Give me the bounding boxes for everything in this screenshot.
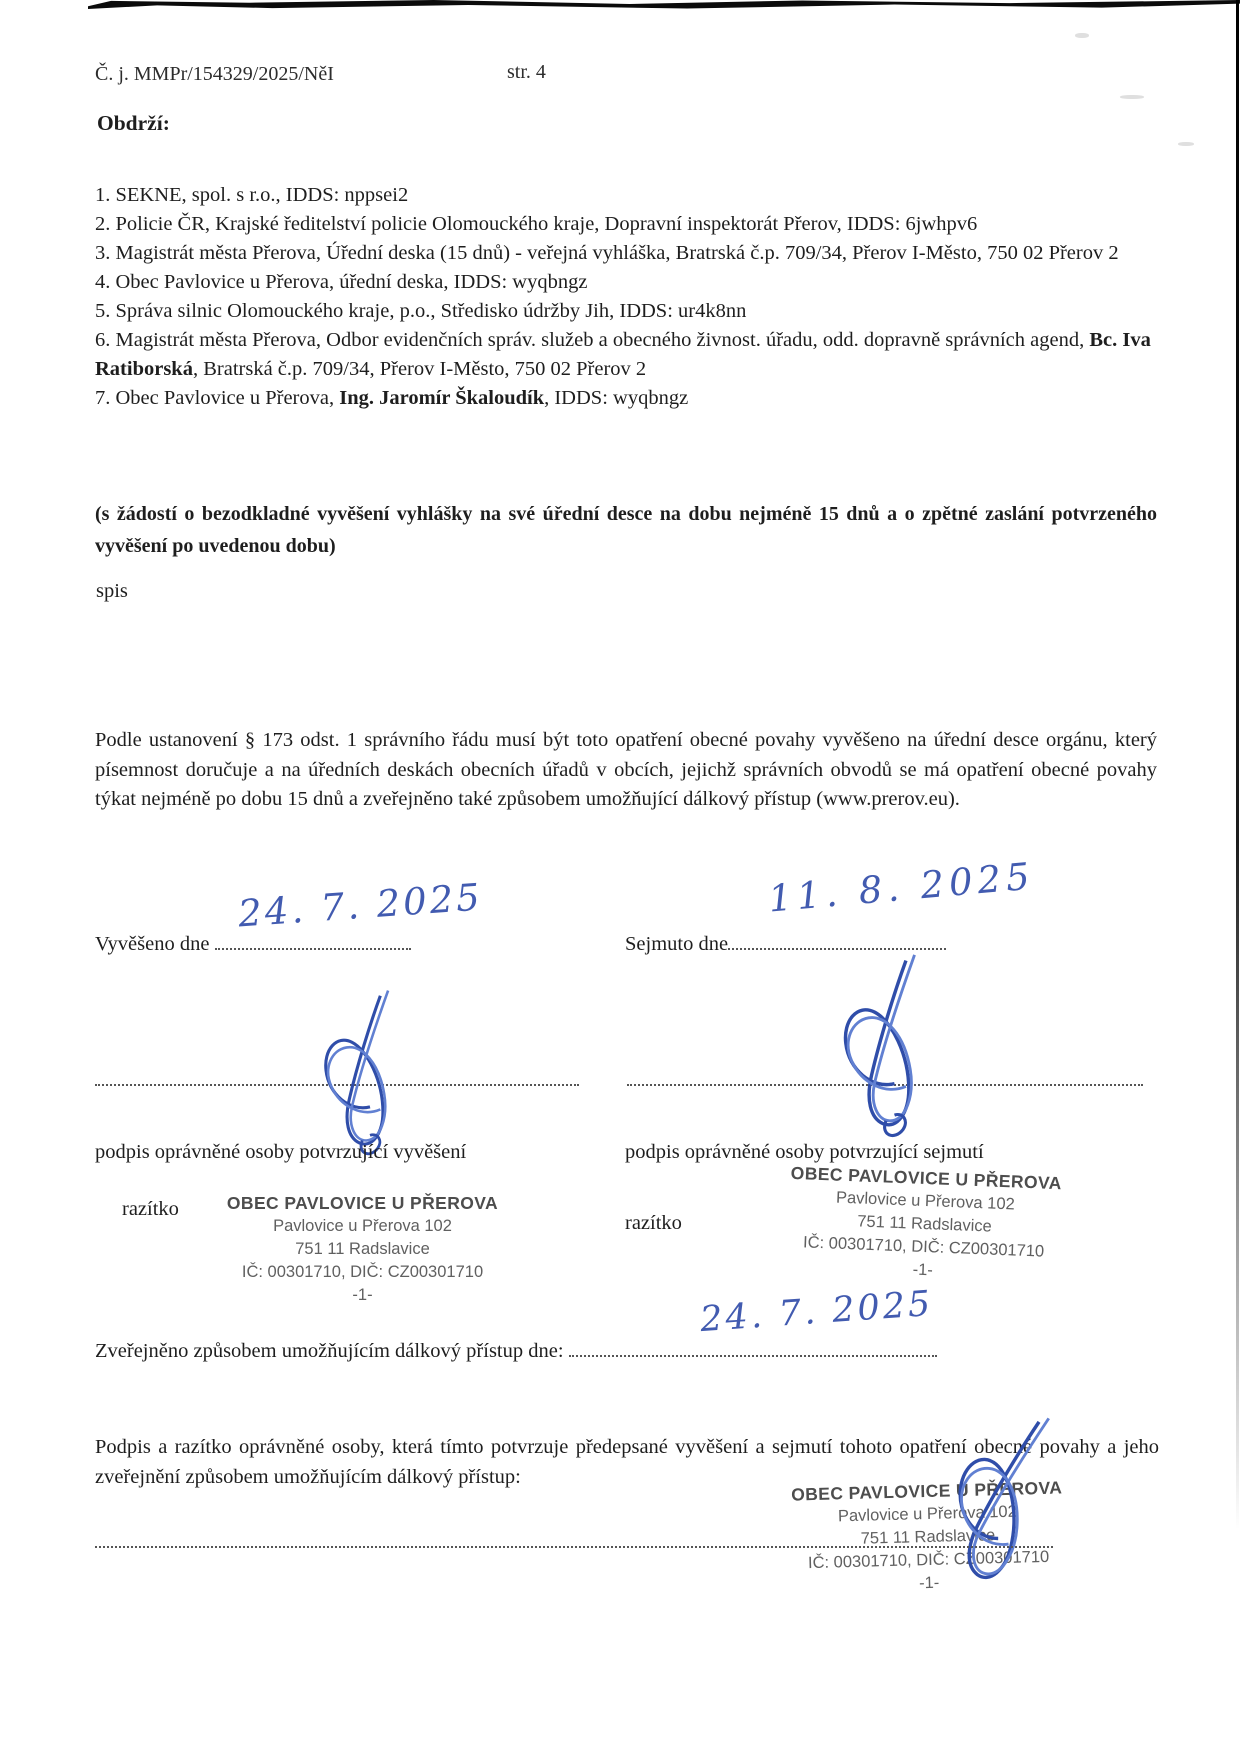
stamp-postal: 751 11 Radslavice	[856, 1212, 993, 1236]
municipality-stamp-right	[760, 1161, 1089, 1288]
stamp-municipality-name: OBEC PAVLOVICE U PŘEROVA	[790, 1162, 1063, 1194]
recipient-item: 4. Obec Pavlovice u Přerova, úřední deska, IDDS: wyqbngz	[95, 271, 588, 293]
recipient-text: , Bratrská č.p. 709/34, Přerov I-Město, 750 02 Přerov 2	[192, 358, 647, 380]
stamp-address: Pavlovice u Přerova 102	[835, 1188, 1016, 1214]
recipient-item: 2. Policie ČR, Krajské ředitelství policie Olomouckého kraje, Dopravní inspektorát Přerov, IDDS: 6jwhpv6	[95, 213, 978, 235]
recipient-item	[95, 326, 1155, 384]
stamp-ids: IČ: 00301710, DIČ: CZ00301710	[807, 1547, 1050, 1573]
handwritten-posted-date: 24. 7. 2025	[236, 875, 485, 936]
scan-smudge	[1075, 33, 1089, 38]
recipients-list	[95, 181, 1155, 413]
scan-edge-right-line	[1236, 0, 1239, 1530]
stamp-ordinal: -1-	[912, 1260, 934, 1280]
posted-date-row	[95, 931, 411, 956]
recipient-item: 3. Magistrát města Přerova, Úřední deska (15 dnů) - veřejná vyhláška, Bratrská č.p. 709/34, Přerov I-Město, 750 02 Přerov 2	[95, 242, 1119, 264]
recipient-text: 7. Obec Pavlovice u Přerova,	[95, 387, 340, 409]
removed-date-dotted-line	[728, 931, 946, 950]
bottom-signature-line	[95, 1546, 1053, 1548]
stamp-caption-right: razítko	[625, 1212, 682, 1234]
signature-caption-right: podpis oprávněné osoby potvrzující sejmutí	[625, 1141, 984, 1163]
stamp-ids: IČ: 00301710, DIČ: CZ00301710	[241, 1263, 484, 1281]
stamp-ordinal: -1-	[918, 1573, 940, 1593]
published-date-label: Zveřejněno způsobem umožňujícím dálkový přístup dne:	[95, 1340, 569, 1362]
recipients-heading: Obdrží:	[97, 111, 170, 135]
reference-number: Č. j. MMPr/154329/2025/NěI	[95, 63, 334, 85]
recipient-text: 6. Magistrát města Přerova, Odbor evidenčních správ. služeb a obecného živnost. úřadu, odd. dopravně správních agend,	[95, 329, 1090, 351]
recipient-person-name: Bc. Iva Ratiborská	[95, 329, 1151, 380]
stamp-municipality-name: OBEC PAVLOVICE U PŘEROVA	[790, 1477, 1063, 1505]
scan-smudge	[1120, 95, 1144, 99]
scan-edge-top-bar	[88, 0, 1240, 9]
recipient-item	[95, 384, 1155, 413]
recipient-item: 5. Správa silnic Olomouckého kraje, p.o., Středisko údržby Jih, IDDS: ur4k8nn	[95, 300, 747, 322]
posted-date-label: Vyvěšeno dne	[95, 933, 215, 955]
stamp-postal: 751 11 Radslavice	[295, 1240, 430, 1258]
stamp-ordinal: -1-	[352, 1286, 373, 1304]
signature-scribble-right	[822, 952, 967, 1138]
handwritten-published-date: 24. 7. 2025	[698, 1283, 935, 1341]
published-date-row	[95, 1338, 937, 1363]
posting-request-note: (s žádostí o bezodkladné vyvěšení vyhlášky na své úřední desce na dobu nejméně 15 dnů a o zpětné zaslání potvrzeného vyvěšení po uvedenou dobu)	[95, 503, 1157, 557]
stamp-municipality-name: OBEC PAVLOVICE U PŘEROVA	[226, 1193, 499, 1213]
stamp-caption-left: razítko	[122, 1198, 179, 1220]
stamp-address: Pavlovice u Přerova 102	[273, 1217, 452, 1235]
confirmation-paragraph: Podpis a razítko oprávněné osoby, která tímto potvrzuje předepsané vyvěšení a sejmutí tohoto opatření obecné povahy a jeho zveřejnění způsobem umožňujícím dálkový přístup:	[95, 1436, 1159, 1488]
stamp-address: Pavlovice u Přerova 102	[837, 1502, 1018, 1526]
spis-label: spis	[96, 580, 128, 602]
recipient-text: , IDDS: wyqbngz	[544, 387, 689, 409]
municipality-stamp-left	[205, 1192, 520, 1307]
stamp-ids: IČ: 00301710, DIČ: CZ00301710	[802, 1233, 1045, 1261]
recipient-item: 1. SEKNE, spol. s r.o., IDDS: nppsei2	[95, 184, 409, 206]
signature-caption-left: podpis oprávněné osoby potvrzující vyvěšení	[95, 1141, 467, 1163]
signature-scribble-left	[305, 988, 435, 1156]
paragraph-173: Podle ustanovení § 173 odst. 1 správního řádu musí být toto opatření obecné povahy vyvěšeno na úřední desce orgánu, který písemnost doručuje a na úředních deskách obecních úřadů v obcích, jejichž správních obvodů se má opatření obecné povahy týkat nejméně po dobu 15 dnů a zveřejněno také způsobem umožňující dálkový přístup (www.prerov.eu).	[95, 729, 1157, 810]
page-number: str. 4	[507, 61, 546, 83]
handwritten-removed-date: 11. 8. 2025	[766, 854, 1037, 921]
stamp-postal: 751 11 Radslavice	[860, 1526, 996, 1548]
published-date-dotted-line	[569, 1338, 937, 1357]
removed-date-label: Sejmuto dne	[625, 933, 729, 955]
scan-smudge	[1178, 142, 1194, 146]
recipient-person-name: Ing. Jaromír Škaloudík	[339, 387, 545, 409]
